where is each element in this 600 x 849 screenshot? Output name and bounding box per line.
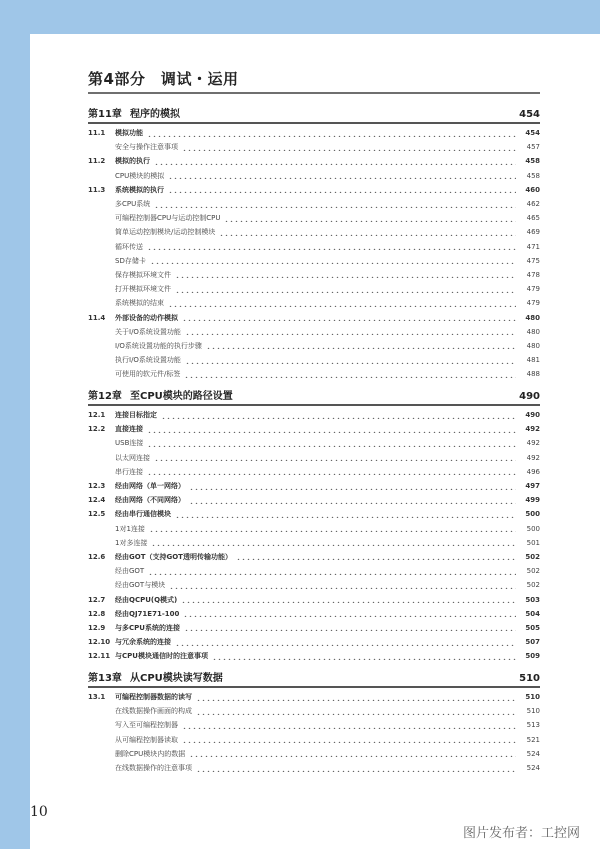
section-number: 12.5 xyxy=(88,510,106,519)
dot-leader xyxy=(168,300,516,307)
dot-leader xyxy=(182,736,516,743)
entry-label: 经由网络（不同网络） xyxy=(115,496,185,505)
entry-page: 458 xyxy=(525,157,540,166)
toc-section-entry[interactable] xyxy=(88,592,540,606)
toc-subsection-entry[interactable] xyxy=(88,254,540,268)
dot-leader xyxy=(147,468,516,475)
chapter-number: 第11章 xyxy=(88,109,122,120)
section-number: 11.2 xyxy=(88,157,106,166)
entry-page: 454 xyxy=(525,129,540,138)
dot-leader xyxy=(175,511,516,518)
chapter-rule xyxy=(88,686,540,688)
entry-label: I/O系统设置功能的执行步骤 xyxy=(115,341,202,350)
toc-section-entry[interactable] xyxy=(88,126,540,140)
entry-label: 1对多连接 xyxy=(115,538,148,547)
dot-leader xyxy=(184,624,516,631)
toc-subsection-entry[interactable] xyxy=(88,367,540,381)
entry-page: 500 xyxy=(525,510,540,519)
dot-leader xyxy=(147,440,516,447)
dot-leader xyxy=(212,653,516,660)
dot-leader xyxy=(185,357,516,364)
entry-label: 连接目标指定 xyxy=(115,411,157,420)
chapter-title: 从CPU模块读写数据 xyxy=(130,673,223,684)
dot-leader xyxy=(169,582,516,589)
toc-subsection-entry[interactable] xyxy=(88,140,540,154)
entry-label: 经由串行通信模块 xyxy=(115,510,171,519)
toc-subsection-entry[interactable] xyxy=(88,578,540,592)
chapter-heading xyxy=(88,388,540,402)
toc-subsection-entry[interactable] xyxy=(88,339,540,353)
entry-label: 经由QJ71E71-100 xyxy=(115,609,180,618)
entry-page: 460 xyxy=(525,185,540,194)
toc-subsection-entry[interactable] xyxy=(88,522,540,536)
toc-subsection-entry[interactable] xyxy=(88,240,540,254)
entry-label: 直接连接 xyxy=(115,425,143,434)
entry-page: 490 xyxy=(525,411,540,420)
entry-label: 循环传送 xyxy=(115,242,143,251)
section-number: 12.11 xyxy=(88,652,111,661)
chapter-page: 454 xyxy=(519,109,540,120)
dot-leader xyxy=(147,426,516,433)
entry-label: 以太网连接 xyxy=(115,453,150,462)
dot-leader xyxy=(219,229,516,236)
entry-page: 504 xyxy=(525,609,540,618)
section-number: 11.1 xyxy=(88,129,106,138)
toc-section-entry[interactable] xyxy=(88,154,540,168)
dot-leader xyxy=(168,172,516,179)
entry-page: 492 xyxy=(526,453,540,462)
toc-entries xyxy=(88,690,540,775)
entry-label: 经由GOT（支持GOT透明传输功能） xyxy=(115,552,232,561)
dot-leader xyxy=(183,610,516,617)
section-number: 12.3 xyxy=(88,482,106,491)
top-color-band xyxy=(0,0,600,34)
watermark: 图片发布者：工控网 xyxy=(462,826,580,841)
entry-page: 499 xyxy=(525,496,540,505)
entry-page: 480 xyxy=(526,327,540,336)
dot-leader xyxy=(182,314,516,321)
entry-page: 524 xyxy=(526,764,540,773)
chapter-11 xyxy=(88,106,540,381)
toc-subsection-entry[interactable] xyxy=(88,451,540,465)
entry-label: USB连接 xyxy=(115,439,144,448)
toc-section-entry[interactable] xyxy=(88,621,540,635)
part-title-rule xyxy=(88,92,540,94)
toc-subsection-entry[interactable] xyxy=(88,282,540,296)
entry-page: 521 xyxy=(526,735,540,744)
entry-page: 502 xyxy=(526,581,540,590)
section-number: 12.9 xyxy=(88,623,106,632)
toc-entries xyxy=(88,408,540,663)
toc-section-entry[interactable] xyxy=(88,607,540,621)
dot-leader xyxy=(181,596,516,603)
entry-label: 经由GOT与模块 xyxy=(115,581,166,590)
toc-section-entry[interactable] xyxy=(88,507,540,521)
entry-label: 与CPU模块通信时的注意事项 xyxy=(115,652,208,661)
entry-page: 509 xyxy=(525,652,540,661)
entry-label: 经由GOT xyxy=(115,567,145,576)
dot-leader xyxy=(175,639,516,646)
toc-subsection-entry[interactable] xyxy=(88,268,540,282)
chapter-heading xyxy=(88,670,540,684)
entry-label: 经由网络（单一网络） xyxy=(115,482,185,491)
entry-label: 删除CPU模块内的数据 xyxy=(115,749,186,758)
entry-label: 打开模拟环境文件 xyxy=(115,285,171,294)
toc-section-entry[interactable] xyxy=(88,635,540,649)
dot-leader xyxy=(206,342,516,349)
entry-label: 从可编程控制器读取 xyxy=(115,735,178,744)
entry-label: 简单运动控制模块/运动控制模块 xyxy=(115,228,216,237)
chapter-12 xyxy=(88,388,540,663)
toc-section-entry[interactable] xyxy=(88,422,540,436)
dot-leader xyxy=(151,539,516,546)
dot-leader xyxy=(147,130,516,137)
entry-page: 480 xyxy=(525,313,540,322)
dot-leader xyxy=(196,708,516,715)
entry-page: 488 xyxy=(526,370,540,379)
dot-leader xyxy=(184,371,516,378)
dot-leader xyxy=(150,257,516,264)
toc-subsection-entry[interactable] xyxy=(88,747,540,761)
section-number: 12.4 xyxy=(88,496,106,505)
section-number: 13.1 xyxy=(88,693,106,702)
entry-page: 510 xyxy=(526,707,540,716)
section-number: 11.4 xyxy=(88,313,106,322)
entry-label: 保存模拟环境文件 xyxy=(115,270,171,279)
entry-page: 492 xyxy=(526,439,540,448)
dot-leader xyxy=(182,144,516,151)
entry-page: 502 xyxy=(525,552,540,561)
entry-page: 469 xyxy=(526,228,540,237)
entry-label: 关于I/O系统设置功能 xyxy=(115,327,181,336)
entry-page: 510 xyxy=(525,693,540,702)
dot-leader xyxy=(154,201,516,208)
entry-page: 457 xyxy=(526,143,540,152)
entry-page: 479 xyxy=(526,285,540,294)
toc-subsection-entry[interactable] xyxy=(88,718,540,732)
chapter-title: 至CPU模块的路径设置 xyxy=(130,391,233,402)
entry-page: 481 xyxy=(526,356,540,365)
toc-section-entry[interactable] xyxy=(88,183,540,197)
entry-page: 458 xyxy=(526,171,540,180)
toc-subsection-entry[interactable] xyxy=(88,704,540,718)
dot-leader xyxy=(147,243,516,250)
toc-subsection-entry[interactable] xyxy=(88,353,540,367)
toc-section-entry[interactable] xyxy=(88,649,540,663)
entry-page: 465 xyxy=(526,214,540,223)
dot-leader xyxy=(161,412,516,419)
entry-page: 492 xyxy=(525,425,540,434)
dot-leader xyxy=(196,765,516,772)
section-number: 12.1 xyxy=(88,411,106,420)
entry-page: 475 xyxy=(526,256,540,265)
toc-subsection-entry[interactable] xyxy=(88,536,540,550)
chapter-heading xyxy=(88,106,540,120)
toc-entries xyxy=(88,126,540,381)
dot-leader xyxy=(168,186,516,193)
page-number: 10 xyxy=(30,804,48,820)
dot-leader xyxy=(189,483,516,490)
dot-leader xyxy=(224,215,516,222)
entry-label: 执行I/O系统设置功能 xyxy=(115,356,181,365)
toc-subsection-entry[interactable] xyxy=(88,225,540,239)
toc-section-entry[interactable] xyxy=(88,479,540,493)
entry-label: 在线数据操作画面的构成 xyxy=(115,707,192,716)
entry-page: 480 xyxy=(526,341,540,350)
section-number: 11.3 xyxy=(88,185,106,194)
entry-label: CPU模块的模拟 xyxy=(115,171,165,180)
chapter-13 xyxy=(88,670,540,775)
section-number: 12.6 xyxy=(88,552,106,561)
part-title: 第4部分 调试・运用 xyxy=(88,70,239,88)
entry-page: 502 xyxy=(526,567,540,576)
toc-section-entry[interactable] xyxy=(88,408,540,422)
entry-page: 513 xyxy=(526,721,540,730)
entry-page: 496 xyxy=(526,467,540,476)
dot-leader xyxy=(182,722,516,729)
dot-leader xyxy=(154,158,516,165)
entry-label: 在线数据操作的注意事项 xyxy=(115,764,192,773)
dot-leader xyxy=(185,328,516,335)
toc-section-entry[interactable] xyxy=(88,493,540,507)
entry-page: 462 xyxy=(526,200,540,209)
toc-subsection-entry[interactable] xyxy=(88,733,540,747)
dot-leader xyxy=(189,750,516,757)
toc-subsection-entry[interactable] xyxy=(88,296,540,310)
section-number: 12.10 xyxy=(88,638,111,647)
chapter-number: 第13章 xyxy=(88,673,122,684)
toc-subsection-entry[interactable] xyxy=(88,197,540,211)
entry-label: 与冗余系统的连接 xyxy=(115,638,171,647)
entry-label: 模拟功能 xyxy=(115,129,143,138)
chapter-page: 490 xyxy=(519,391,540,402)
chapter-rule xyxy=(88,122,540,124)
entry-page: 501 xyxy=(526,538,540,547)
left-color-band xyxy=(0,0,30,849)
entry-label: 串行连接 xyxy=(115,467,143,476)
entry-label: 可使用的软元件/标签 xyxy=(115,370,181,379)
dot-leader xyxy=(236,553,516,560)
entry-label: 与多CPU系统的连接 xyxy=(115,623,180,632)
section-number: 12.2 xyxy=(88,425,106,434)
toc-section-entry[interactable] xyxy=(88,690,540,704)
dot-leader xyxy=(149,525,516,532)
dot-leader xyxy=(189,497,516,504)
toc-subsection-entry[interactable] xyxy=(88,325,540,339)
entry-page: 524 xyxy=(526,749,540,758)
dot-leader xyxy=(154,454,516,461)
chapter-number: 第12章 xyxy=(88,391,122,402)
chapter-page: 510 xyxy=(519,673,540,684)
dot-leader xyxy=(196,694,516,701)
entry-page: 507 xyxy=(525,638,540,647)
entry-label: 可编程控制器CPU与运动控制CPU xyxy=(115,214,221,223)
section-number: 12.8 xyxy=(88,609,106,618)
entry-page: 500 xyxy=(526,524,540,533)
entry-label: 经由QCPU(Q模式) xyxy=(115,595,178,604)
entry-label: 系统模拟的执行 xyxy=(115,185,164,194)
entry-label: 模拟的执行 xyxy=(115,157,150,166)
entry-page: 505 xyxy=(525,623,540,632)
toc-subsection-entry[interactable] xyxy=(88,436,540,450)
entry-page: 503 xyxy=(525,595,540,604)
dot-leader xyxy=(148,568,516,575)
toc-section-entry[interactable] xyxy=(88,310,540,324)
entry-label: 1对1连接 xyxy=(115,524,145,533)
entry-page: 471 xyxy=(526,242,540,251)
entry-label: 多CPU系统 xyxy=(115,200,151,209)
entry-page: 479 xyxy=(526,299,540,308)
toc-section-entry[interactable] xyxy=(88,550,540,564)
chapter-rule xyxy=(88,404,540,406)
entry-label: 外部设备的动作模拟 xyxy=(115,313,178,322)
chapter-title: 程序的模拟 xyxy=(130,109,180,120)
dot-leader xyxy=(175,271,516,278)
entry-label: 安全与操作注意事项 xyxy=(115,143,178,152)
entry-label: 系统模拟的结束 xyxy=(115,299,164,308)
entry-label: 写入至可编程控制器 xyxy=(115,721,178,730)
entry-page: 497 xyxy=(525,482,540,491)
entry-page: 478 xyxy=(526,270,540,279)
entry-label: SD存储卡 xyxy=(115,256,146,265)
toc-subsection-entry[interactable] xyxy=(88,211,540,225)
entry-label: 可编程控制器数据的读写 xyxy=(115,693,192,702)
toc-subsection-entry[interactable] xyxy=(88,169,540,183)
toc-subsection-entry[interactable] xyxy=(88,564,540,578)
section-number: 12.7 xyxy=(88,595,106,604)
toc-subsection-entry[interactable] xyxy=(88,465,540,479)
toc-subsection-entry[interactable] xyxy=(88,761,540,775)
dot-leader xyxy=(175,286,516,293)
